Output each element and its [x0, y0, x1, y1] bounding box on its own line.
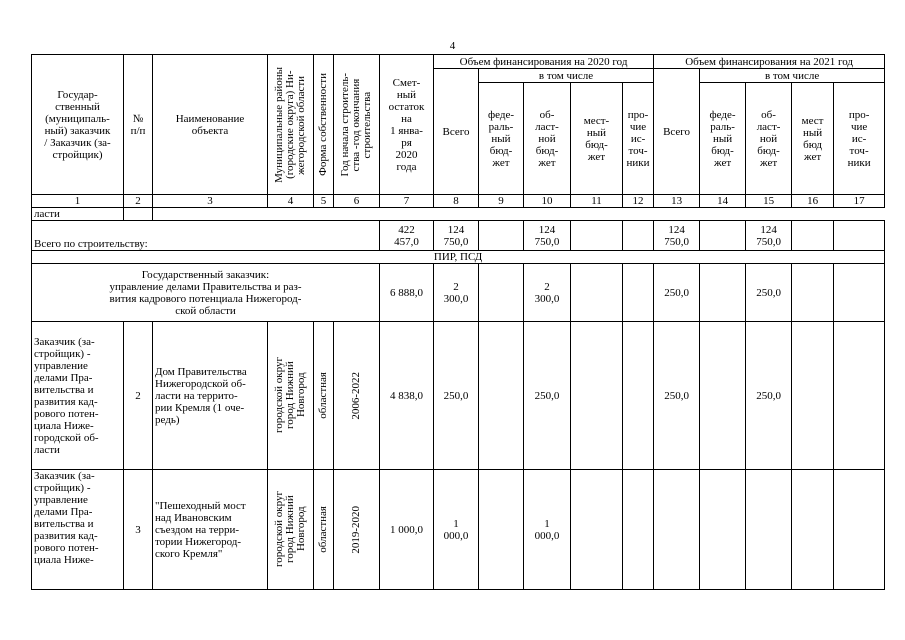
- item-estimate: 4 838,0: [380, 322, 434, 470]
- header-customer: Государ- ственный (муниципаль- ный) заказчик / Заказчик (за- стройщик): [32, 55, 124, 195]
- item-years: 2006-2022: [334, 322, 380, 470]
- column-number: 5: [314, 195, 334, 208]
- item-ownership: областная: [314, 322, 334, 470]
- table-row: [32, 470, 885, 590]
- column-number: 3: [153, 195, 268, 208]
- item-estimate: 1 000,0: [380, 470, 434, 590]
- state-customer-total-2021: 250,0: [654, 264, 700, 322]
- item-number: 3: [124, 470, 153, 590]
- header-other-2021: про- чие ис- точ- ники: [834, 83, 885, 195]
- section-title: ПИР, ПСД: [32, 251, 885, 264]
- state-customer-label: Государственный заказчик: управление делами Правительства и раз- вития кадрового потенциала Нижегород- ской области: [32, 264, 380, 322]
- page-number: 4: [449, 40, 456, 52]
- item-ownership: областная: [314, 470, 334, 590]
- item-customer: Заказчик (за- стройщик) - управление делами Пра- вительства и развития кад- рового потен- циала Ниже-: [32, 470, 124, 590]
- item-name: "Пешеходный мост над Ивановским съездом на терри- тории Нижегород- ского Кремля": [153, 470, 268, 590]
- column-number: 4: [268, 195, 314, 208]
- construction-regional-2020: 124 750,0: [524, 221, 571, 251]
- construction-total-2021: 124 750,0: [654, 221, 700, 251]
- column-number: 14: [700, 195, 746, 208]
- column-number: 6: [334, 195, 380, 208]
- column-number: 15: [746, 195, 792, 208]
- item-district: городской округ город Нижний Новгород: [268, 322, 314, 470]
- item-regional-2020: 250,0: [524, 322, 571, 470]
- financing-table: [31, 54, 885, 590]
- item-number: 2: [124, 322, 153, 470]
- header-regional-2021: об- ласт- ной бюд- жет: [746, 83, 792, 195]
- column-number: 16: [792, 195, 834, 208]
- construction-total-estimate: 422 457,0: [380, 221, 434, 251]
- item-district: городской округ город Нижний Новгород: [268, 470, 314, 590]
- construction-total-2020: 124 750,0: [434, 221, 479, 251]
- item-regional-2020: 1 000,0: [524, 470, 571, 590]
- column-number: 17: [834, 195, 885, 208]
- item-name: Дом Правительства Нижегородской об- ласти на террито- рии Кремля (1 оче- редь): [153, 322, 268, 470]
- column-number: 10: [524, 195, 571, 208]
- header-object-name: Наименование объекта: [153, 55, 268, 195]
- item-customer: Заказчик (за- стройщик) - управление делами Пра- вительства и развития кад- рового потен- циала Ниже- городской об- ласти: [32, 322, 124, 470]
- column-number: 2: [124, 195, 153, 208]
- header-total-2020: Всего: [434, 69, 479, 195]
- header-years: Год начала строитель- ства -год окончания строительства: [334, 55, 380, 195]
- item-years: 2019-2020: [334, 470, 380, 590]
- header-estimate: Смет- ный остаток на 1 янва- ря 2020 года: [380, 55, 434, 195]
- column-number: 12: [623, 195, 654, 208]
- header-regional-2020: об- ласт- ной бюд- жет: [524, 83, 571, 195]
- header-number: № п/п: [124, 55, 153, 195]
- column-numbers-row: [32, 195, 885, 208]
- state-customer-regional-2021: 250,0: [746, 264, 792, 322]
- header-other-2020: про- чие ис- точ- ники: [623, 83, 654, 195]
- continuation-row: [32, 208, 885, 221]
- state-customer-regional-2020: 2 300,0: [524, 264, 571, 322]
- continuation-text: ласти: [32, 208, 124, 221]
- item-regional-2021: 250,0: [746, 322, 792, 470]
- header-including-2020: в том числе: [479, 69, 654, 83]
- header-local-2020: мест- ный бюд- жет: [571, 83, 623, 195]
- header-local-2021: мест ный бюд жет: [792, 83, 834, 195]
- header-total-2021: Всего: [654, 69, 700, 195]
- column-number: 13: [654, 195, 700, 208]
- table-row: [32, 322, 885, 470]
- header-federal-2021: феде- раль- ный бюд- жет: [700, 83, 746, 195]
- state-customer-row: [32, 264, 885, 322]
- header-including-2021: в том числе: [700, 69, 885, 83]
- column-number: 7: [380, 195, 434, 208]
- state-customer-estimate: 6 888,0: [380, 264, 434, 322]
- state-customer-total-2020: 2 300,0: [434, 264, 479, 322]
- construction-total-row: [32, 221, 885, 251]
- header-ownership: Форма собственности: [314, 55, 334, 195]
- column-number: 1: [32, 195, 124, 208]
- header-fin-2020: Объем финансирования на 2020 год: [434, 55, 654, 69]
- header-federal-2020: феде- раль- ный бюд- жет: [479, 83, 524, 195]
- item-total-2020: 250,0: [434, 322, 479, 470]
- construction-total-label: Всего по строительству:: [32, 221, 380, 251]
- item-total-2020: 1 000,0: [434, 470, 479, 590]
- item-total-2021: 250,0: [654, 322, 700, 470]
- column-number: 9: [479, 195, 524, 208]
- construction-regional-2021: 124 750,0: [746, 221, 792, 251]
- column-number: 11: [571, 195, 623, 208]
- header-districts: Муниципальные районы (городские округа) Ни- жегородской области: [268, 55, 314, 195]
- header-fin-2021: Объем финансирования на 2021 год: [654, 55, 885, 69]
- column-number: 8: [434, 195, 479, 208]
